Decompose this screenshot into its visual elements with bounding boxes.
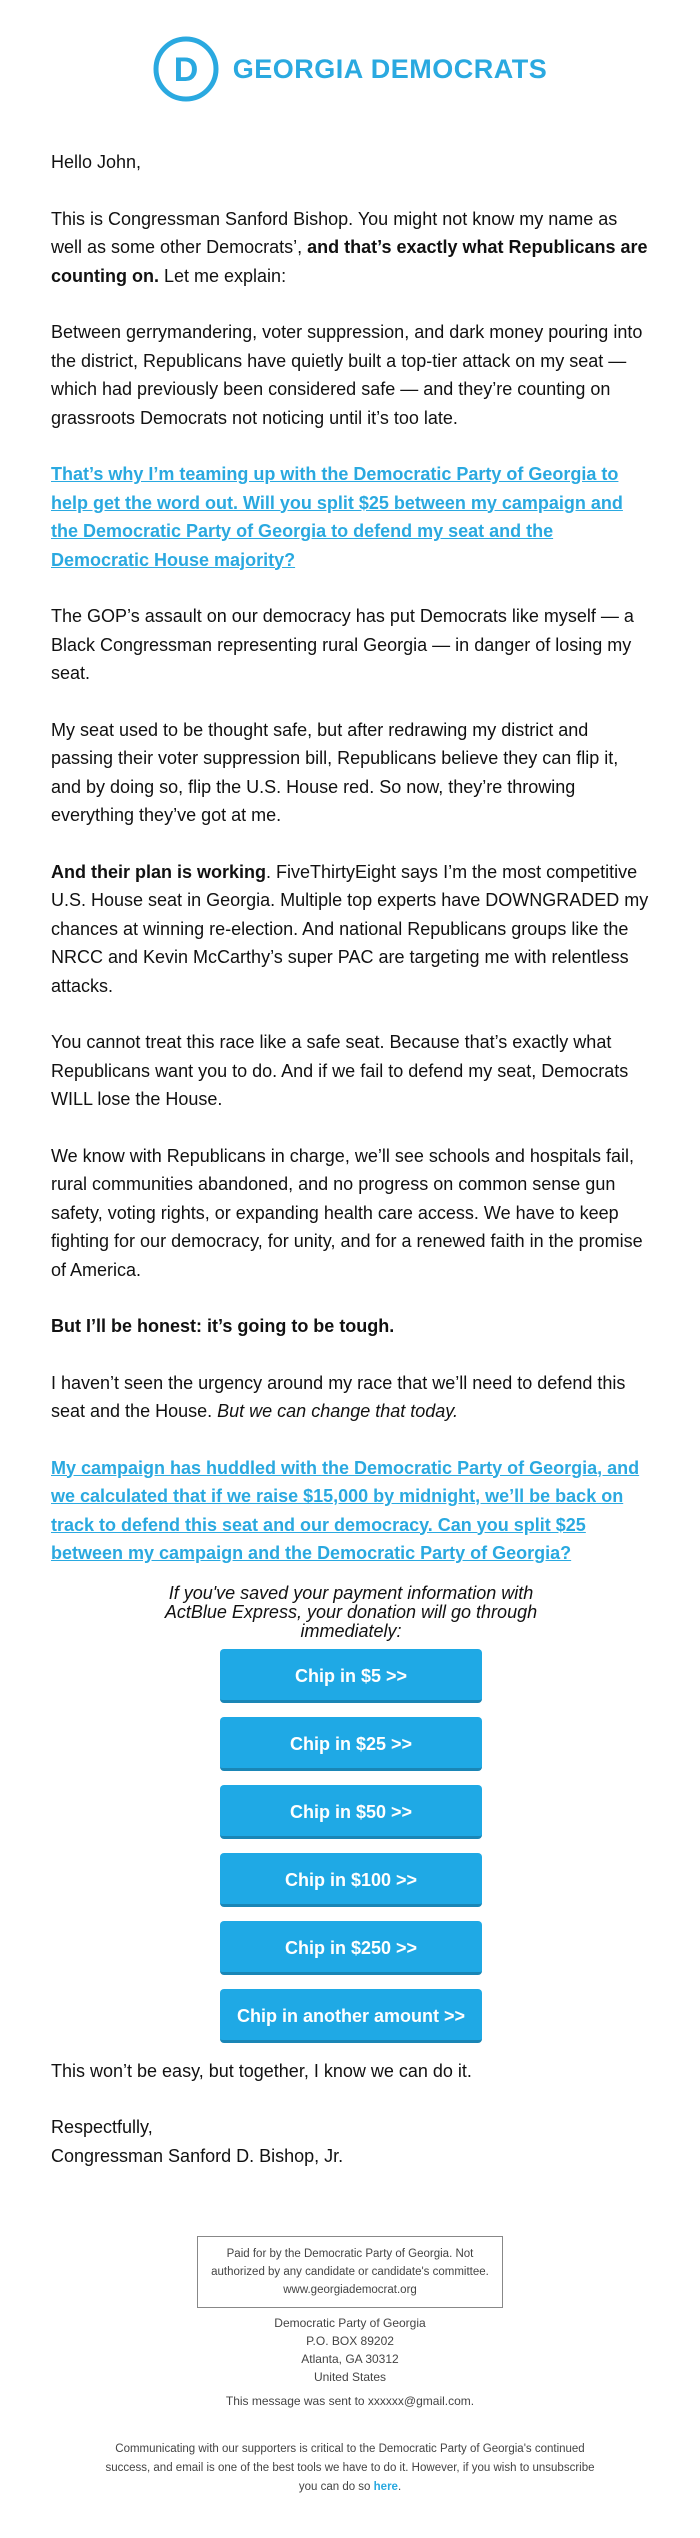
georgia-democrats-logo-icon <box>153 36 219 102</box>
actblue-note: If you've saved your payment information with ActBlue Express, your donation will go through immediately: <box>164 1582 538 1641</box>
unsubscribe-notice: Communicating with our supporters is critical to the Democratic Party of Georgia's continued success, and email is one of the best tools we have to do it. However, if you wish to unsubscribe you can do so here. <box>105 2443 595 2493</box>
closing-line: This won’t be easy, but together, I know we can do it. <box>51 2060 472 2081</box>
donation-buttons <box>51 1649 651 2043</box>
paid-for-disclaimer: Paid for by the Democratic Party of Georgia. Not authorized by any candidate or candidate's committee. www.georgiademocrat.org <box>197 2236 503 2308</box>
paragraph-republicans-in-charge: We know with Republicans in charge, we’ll see schools and hospitals fail, rural communities abandoned, and no progress on common sense gun safety, voting rights, or expanding health care access. We have to keep fighting for our democracy, for unity, and for a renewed faith in the promise of America. <box>51 1145 643 1280</box>
sent-to-notice: This message was sent to xxxxxx@gmail.com. <box>225 2394 475 2408</box>
paragraph-honest: But I’ll be honest: it’s going to be tough. <box>51 1316 395 1336</box>
paragraph-urgency: I haven’t seen the urgency around my race that we’ll need to defend this seat and the House. But we can change that today. <box>51 1372 626 1421</box>
paragraph-gop-assault: The GOP’s assault on our democracy has put Democrats like myself — a Black Congressman representing rural Georgia — in danger of losing my seat. <box>51 606 634 683</box>
signoff: Respectfully, Congressman Sanford D. Bishop, Jr. <box>51 2117 344 2166</box>
chip-in-5-button[interactable]: Chip in $5 >> <box>220 1649 482 1703</box>
greeting: Hello John, <box>51 152 142 172</box>
email-body <box>51 148 651 2170</box>
paragraph-gerrymandering: Between gerrymandering, voter suppression, and dark money pouring into the district, Republicans have quietly built a top-tier attack on my seat — which had previously been considered safe — and they’re counting on grassroots Democrats not noticing until it’s too late. <box>51 322 643 428</box>
donate-link-15000-midnight[interactable]: My campaign has huddled with the Democratic Party of Georgia, and we calculated that if we raise $15,000 by midnight, we’ll be back on track to defend this seat and our democracy. Can you split $25 between my campaign and the Democratic Party of Georgia? <box>51 1457 640 1563</box>
paragraph-seat-safe: My seat used to be thought safe, but after redrawing my district and passing their voter suppression bill, Republicans believe they can flip it, and by doing so, flip the U.S. House red. So now, they’re throwing everything they’ve got at me. <box>51 719 619 825</box>
intro-paragraph: This is Congressman Sanford Bishop. You might not know my name as well as some other Democrats’, and that’s exactly what Republicans are counting on. Let me explain: <box>51 208 648 286</box>
logo <box>0 36 700 102</box>
website-text: www.georgiademocrat.org <box>283 2284 417 2296</box>
signature: Congressman Sanford D. Bishop, Jr. <box>51 2145 344 2166</box>
paragraph-plan-working: And their plan is working. FiveThirtyEight says I’m the most competitive U.S. House seat in Georgia. Multiple top experts have DOWNGRADED my chances at winning re-election. And national Republicans groups like the NRCC and Kevin McCarthy’s super PAC are targeting me with relentless attacks. <box>51 861 649 996</box>
chip-in-other-amount-button[interactable]: Chip in another amount >> <box>220 1989 482 2043</box>
logo-letter: D <box>173 51 199 89</box>
paragraph-safe-seat: You cannot treat this race like a safe seat. Because that’s exactly what Republicans want you to do. And if we fail to defend my seat, Democrats WILL lose the House. <box>51 1032 629 1109</box>
brand-name: GEORGIA DEMOCRATS <box>232 53 548 84</box>
chip-in-25-button[interactable]: Chip in $25 >> <box>220 1717 482 1771</box>
chip-in-100-button[interactable]: Chip in $100 >> <box>220 1853 482 1907</box>
chip-in-50-button[interactable]: Chip in $50 >> <box>220 1785 482 1839</box>
mailing-address: Democratic Party of Georgia P.O. BOX 89202 Atlanta, GA 30312 United States <box>274 2316 426 2384</box>
unsubscribe-link[interactable]: here <box>373 2481 398 2493</box>
chip-in-250-button[interactable]: Chip in $250 >> <box>220 1921 482 1975</box>
donate-link-split-25[interactable]: That’s why I’m teaming up with the Democratic Party of Georgia to help get the word out. Will you split $25 between my campaign and the Democratic Party of Georgia to defend my seat and the Democratic House majority? <box>51 464 623 570</box>
